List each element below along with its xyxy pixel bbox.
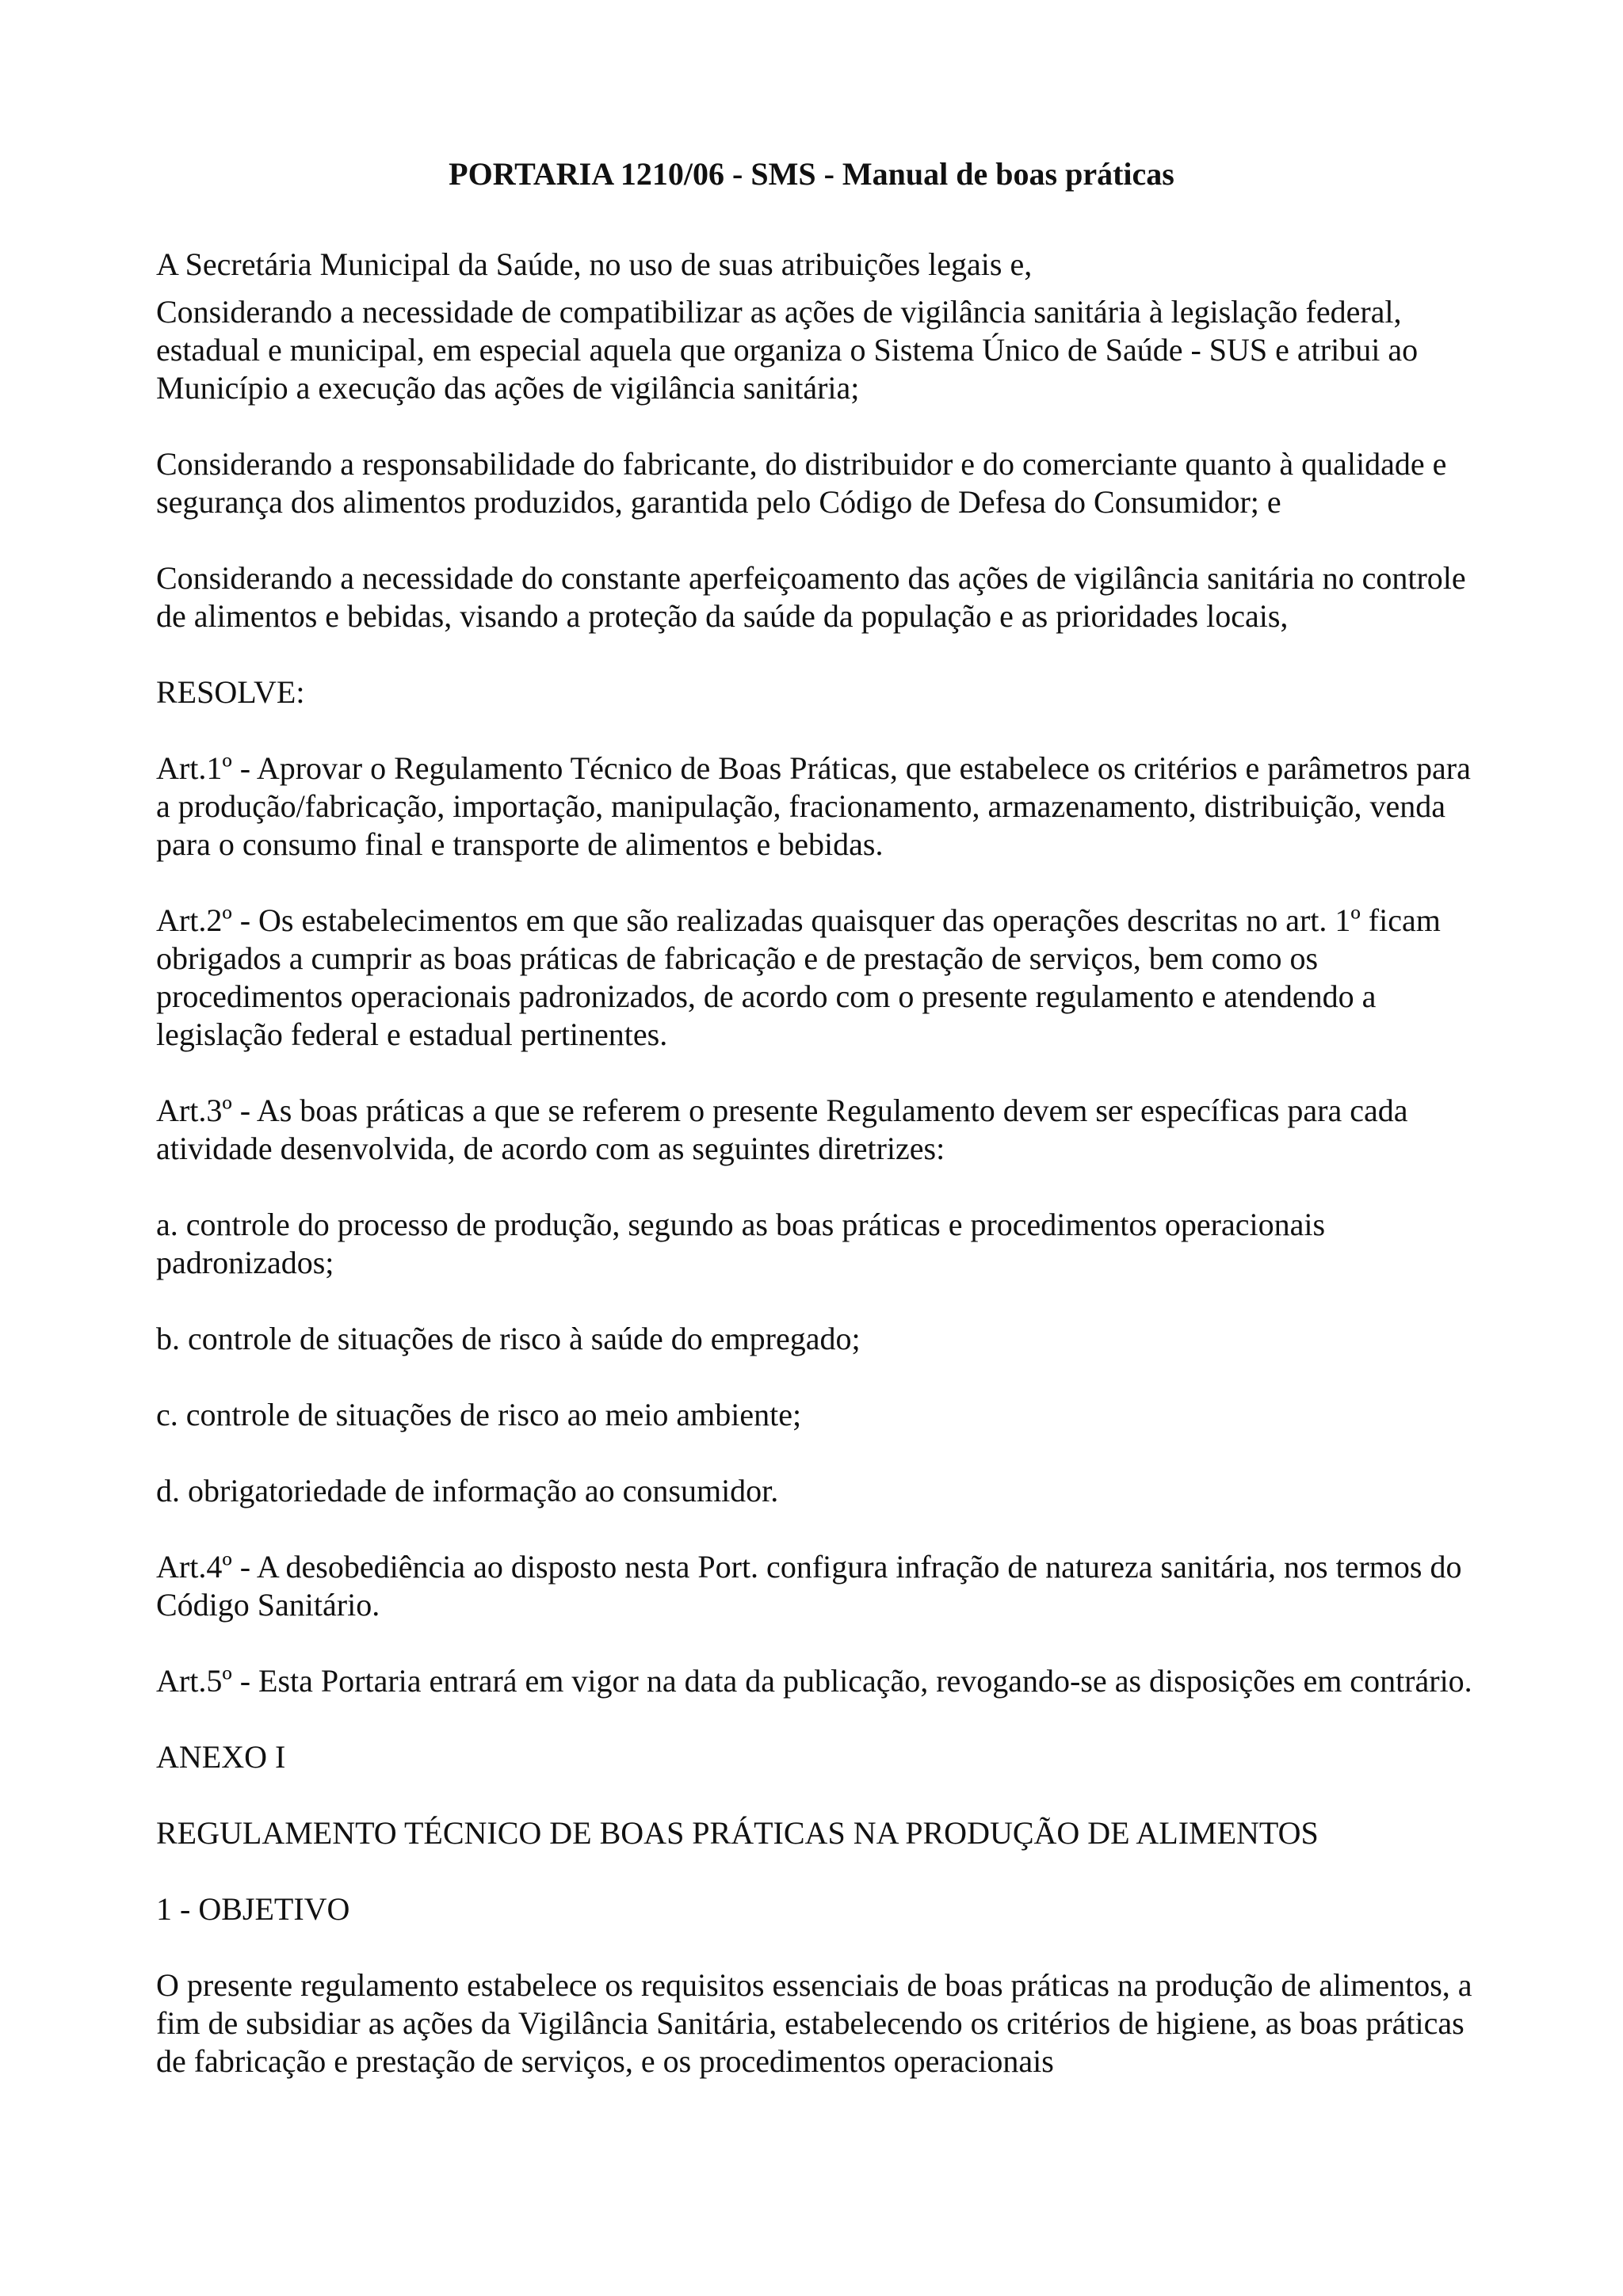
whereas-paragraph-1: Considerando a necessidade de compatibilizar as ações de vigilância sanitária à legislação federal, estadual e municipal, em especial aquela que organiza o Sistema Único de Saúde - SUS e atribui ao Município a execução das ações de vigilância sanitária;	[156, 294, 1419, 406]
annex-heading: ANEXO I	[156, 1739, 286, 1775]
article-5: Art.5º - Esta Portaria entrará em vigor na data da publicação, revogando-se as disposições em contrário.	[156, 1663, 1472, 1699]
whereas-paragraph-3: Considerando a necessidade do constante aperfeiçoamento das ações de vigilância sanitária no controle de alimentos e bebidas, visando a proteção da saúde da população e as prioridades locais,	[156, 560, 1466, 634]
guideline-b: b. controle de situações de risco à saúde do empregado;	[156, 1321, 861, 1356]
guideline-d: d. obrigatoriedade de informação ao consumidor.	[156, 1473, 779, 1508]
intro-paragraph: A Secretária Municipal da Saúde, no uso de suas atribuições legais e,	[156, 246, 1033, 282]
article-4: Art.4º - A desobediência ao disposto nesta Port. configura infração de natureza sanitária, nos termos do Código Sanitário.	[156, 1549, 1462, 1623]
document-title: PORTARIA 1210/06 - SMS - Manual de boas práticas	[449, 156, 1174, 192]
guideline-a: a. controle do processo de produção, segundo as boas práticas e procedimentos operacionais padronizados;	[156, 1207, 1326, 1280]
regulation-title: REGULAMENTO TÉCNICO DE BOAS PRÁTICAS NA PRODUÇÃO DE ALIMENTOS	[156, 1815, 1319, 1851]
whereas-paragraph-2: Considerando a responsabilidade do fabricante, do distribuidor e do comerciante quanto à qualidade e segurança dos alimentos produzidos, garantida pelo Código de Defesa do Consumidor; e	[156, 446, 1447, 520]
article-3: Art.3º - As boas práticas a que se referem o presente Regulamento devem ser específicas para cada atividade desenvolvida, de acordo com as seguintes diretrizes:	[156, 1093, 1408, 1166]
objective-paragraph: O presente regulamento estabelece os requisitos essenciais de boas práticas na produção de alimentos, a fim de subsidiar as ações da Vigilância Sanitária, estabelecendo os critérios de higiene, as boas práticas de fabricação e prestação de serviços, e os procedimentos operacionais	[156, 1967, 1472, 2079]
article-2: Art.2º - Os estabelecimentos em que são realizadas quaisquer das operações descritas no art. 1º ficam obrigados a cumprir as boas práticas de fabricação e de prestação de serviços, bem como os procedimentos operacionais padronizados, de acordo com o presente regulamento e atendendo a legislação federal e estadual pertinentes.	[156, 902, 1441, 1052]
guideline-c: c. controle de situações de risco ao meio ambiente;	[156, 1397, 802, 1432]
resolve-heading: RESOLVE:	[156, 674, 305, 710]
section-objective-heading: 1 - OBJETIVO	[156, 1891, 350, 1927]
document-body	[156, 246, 1487, 2081]
article-1: Art.1º - Aprovar o Regulamento Técnico de Boas Práticas, que estabelece os critérios e parâmetros para a produção/fabricação, importação, manipulação, fracionamento, armazenamento, distribuição, venda para o consumo final e transporte de alimentos e bebidas.	[156, 750, 1471, 862]
